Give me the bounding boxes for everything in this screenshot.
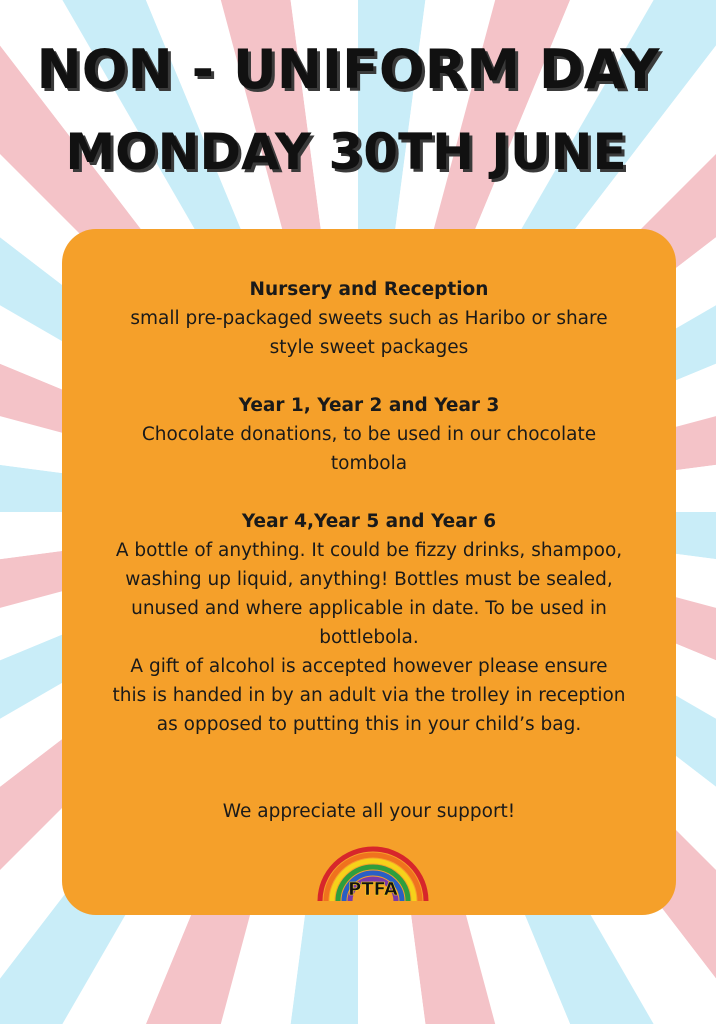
section-year-4-6 [62, 507, 676, 739]
section-heading: Year 4,Year 5 and Year 6 [241, 511, 497, 532]
section-year-1-3 [62, 391, 676, 478]
section-heading: Nursery and Reception [249, 279, 489, 300]
section-line: unused and where applicable in date. To be used in [131, 598, 607, 619]
info-card [62, 229, 676, 915]
ptfa-rainbow-logo [314, 837, 432, 903]
section-line: tombola [330, 453, 408, 474]
title-line-1: NON - UNIFORM DAY [36, 38, 660, 101]
title-line-2: MONDAY 30TH JUNE [65, 123, 627, 181]
section-heading: Year 1, Year 2 and Year 3 [238, 395, 500, 416]
section-line: washing up liquid, anything! Bottles must be sealed, [125, 569, 613, 590]
section-nursery-reception [62, 275, 676, 362]
section-line: small pre-packaged sweets such as Haribo or share [130, 308, 608, 329]
section-line: style sweet packages [269, 337, 469, 358]
section-line: as opposed to putting this in your child’s bag. [156, 714, 582, 735]
section-line: Chocolate donations, to be used in our chocolate [141, 424, 597, 445]
card-content [62, 275, 676, 826]
section-line: this is handed in by an adult via the trolley in reception [112, 685, 626, 706]
section-line: bottlebola. [319, 627, 419, 648]
logo-text: PTFA [348, 879, 398, 900]
section-line: A gift of alcohol is accepted however please ensure [130, 656, 608, 677]
thanks-message: We appreciate all your support! [222, 801, 516, 822]
section-line: A bottle of anything. It could be fizzy drinks, shampoo, [115, 540, 623, 561]
